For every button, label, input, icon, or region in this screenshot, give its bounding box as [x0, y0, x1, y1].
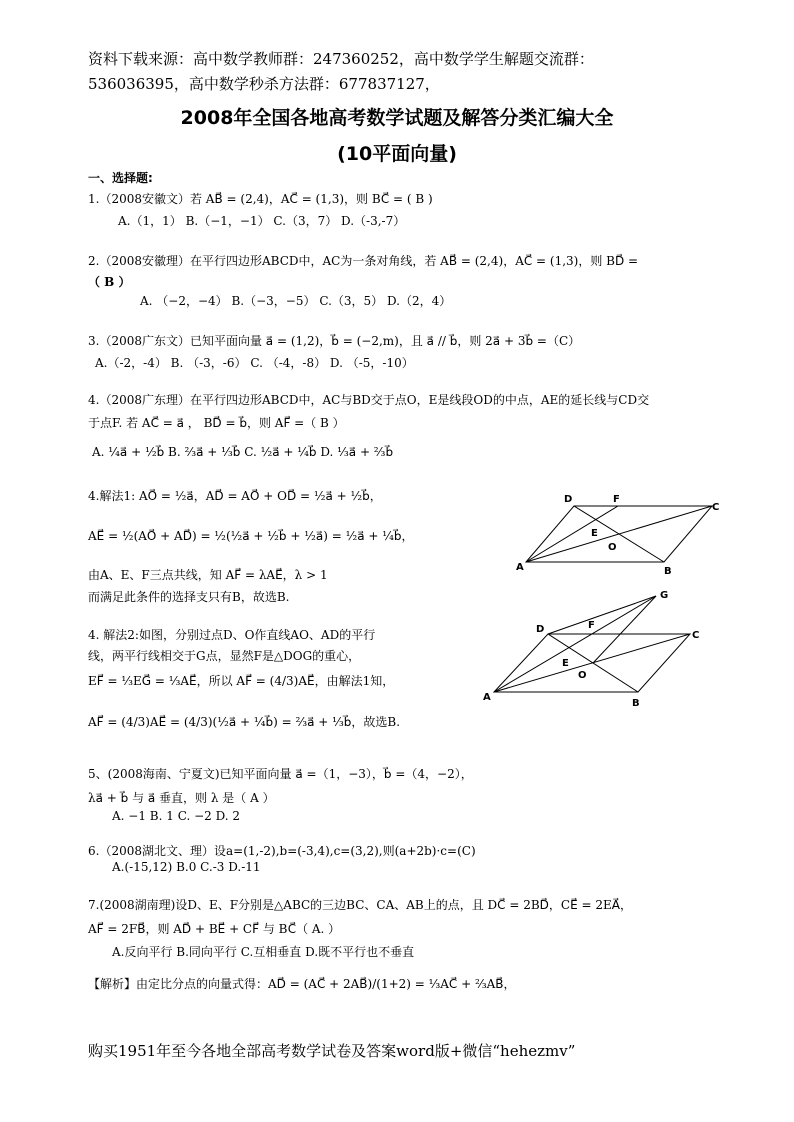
q5-stem-line2: λa⃗ + b⃗ 与 a⃗ 垂直，则 λ 是（ A ）: [88, 791, 275, 805]
q4-solution1-line3: 由A、E、F三点共线，知 AF⃗ = λAE⃗，λ > 1: [88, 568, 328, 582]
label-C: C: [712, 502, 720, 513]
q4-solution2-line2: 线，两平行线相交于G点，显然F是△DOG的重心，: [88, 649, 361, 663]
label-F: F: [588, 620, 595, 631]
label-O: O: [578, 670, 587, 681]
q1-stem: 1.（2008安徽文）若 AB⃗ = (2,4)，AC⃗ = (1,3)，则 BC⃗ = ( B ): [88, 192, 433, 206]
q2-answer: （ B ）: [88, 275, 131, 289]
q4-solution2-line4: AF⃗ = (4/3)AE⃗ = (4/3)(½a⃗ + ¼b⃗) = ⅔a⃗ + ⅓b⃗，故选B.: [88, 715, 401, 729]
q4-stem-line1: 4.（2008广东理）在平行四边形ABCD中，AC与BD交于点O，E是线段OD的中点，AE的延长线与CD交: [88, 393, 650, 407]
q6-stem: 6.（2008湖北文、理）设a=(1,-2),b=(-3,4),c=(3,2),则(a+2b)·c=(C): [88, 844, 476, 858]
q4-solution1-line4: 而满足此条件的选择支只有B，故选B.: [88, 590, 290, 604]
parallelogram-figure-2: [480, 588, 720, 710]
q5-options: A. −1 B. 1 C. −2 D. 2: [112, 809, 241, 823]
parallelogram-figure-1: [512, 490, 732, 580]
q4-stem-line2: 于点F. 若 AC⃗ = a⃗ ， BD⃗ = b⃗，则 AF⃗ =（ B ）: [88, 416, 345, 430]
q4-solution1-line1: 4.解法1: AO⃗ = ½a⃗，AD⃗ = AO⃗ + OD⃗ = ½a⃗ + ½b⃗，: [88, 489, 382, 503]
label-E: E: [562, 658, 569, 669]
q7-stem-line1: 7.(2008湖南理)设D、E、F分别是△ABC的三边BC、CA、AB上的点，且 DC⃗ = 2BD⃗，CE⃗ = 2EA⃗，: [88, 898, 632, 912]
label-D: D: [564, 494, 573, 505]
q5-stem-line1: 5、(2008海南、宁夏文)已知平面向量 a⃗ =（1，−3），b⃗ =（4，−2），: [88, 767, 473, 781]
label-G: G: [660, 590, 669, 601]
q4-options: A. ¼a⃗ + ½b⃗ B. ⅔a⃗ + ⅓b⃗ C. ½a⃗ + ¼b⃗ D. ⅓a⃗ + ⅔b⃗: [92, 445, 394, 459]
q4-solution1-line2: AE⃗ = ½(AO⃗ + AD⃗) = ½(½a⃗ + ½b⃗ + ½a⃗) = ½a⃗ + ¼b⃗，: [88, 529, 414, 543]
q7-analysis: 【解析】由定比分点的向量式得：AD⃗ = (AC⃗ + 2AB⃗)/(1+2) = ⅓AC⃗ + ⅔AB⃗，: [88, 977, 516, 991]
q7-options: A.反向平行 B.同向平行 C.互相垂直 D.既不平行也不垂直: [112, 945, 415, 959]
header-line-2: 536036395，高中数学秒杀方法群：677837127，: [88, 75, 440, 93]
q3-stem: 3.（2008广东文）已知平面向量 a⃗ = (1,2)，b⃗ = (−2,m)，且 a⃗ // b⃗，则 2a⃗ + 3b⃗ =（C）: [88, 334, 581, 348]
header-line-1: 资料下载来源：高中数学教师群：247360252，高中数学学生解题交流群：: [88, 50, 594, 68]
page-title: 2008年全国各地高考数学试题及解答分类汇编大全: [180, 107, 614, 129]
label-C: C: [692, 630, 700, 641]
label-F: F: [613, 494, 620, 505]
q2-stem: 2.（2008安徽理）在平行四边形ABCD中，AC为一条对角线，若 AB⃗ = (2,4)，AC⃗ = (1,3)，则 BD⃗ =: [88, 254, 639, 268]
label-A: A: [483, 692, 491, 703]
label-E: E: [591, 528, 598, 539]
q4-solution2-line3: EF⃗ = ⅓EG⃗ = ⅓AE⃗，所以 AF⃗ = (4/3)AE⃗，由解法1知，: [88, 674, 395, 688]
q1-options: A.（1，1） B.（−1，−1） C.（3，7） D.（-3,-7）: [118, 214, 406, 228]
q4-solution2-line1: 4. 解法2:如图，分别过点D、O作直线AO、AD的平行: [88, 628, 376, 642]
q2-options: A. （−2，−4） B.（−3，−5） C.（3，5） D.（2，4）: [140, 294, 452, 308]
footer-ad: 购买1951年至今各地全部高考数学试卷及答案word版+微信“hehezmv”: [88, 1042, 576, 1060]
q6-options: A.(-15,12) B.0 C.-3 D.-11: [112, 860, 261, 874]
page-subtitle: (10平面向量): [337, 143, 457, 165]
q3-options: A.（-2，-4） B. （-3，-6） C. （-4，-8） D. （-5，-10）: [95, 356, 414, 370]
label-O: O: [608, 542, 617, 553]
section-heading: 一、选择题:: [88, 171, 153, 185]
q7-stem-line2: AF⃗ = 2FB⃗，则 AD⃗ + BE⃗ + CF⃗ 与 BC⃗（ A. ）: [88, 922, 341, 936]
label-A: A: [516, 562, 524, 573]
label-D: D: [536, 624, 545, 635]
label-B: B: [632, 698, 640, 709]
label-B: B: [664, 566, 672, 577]
